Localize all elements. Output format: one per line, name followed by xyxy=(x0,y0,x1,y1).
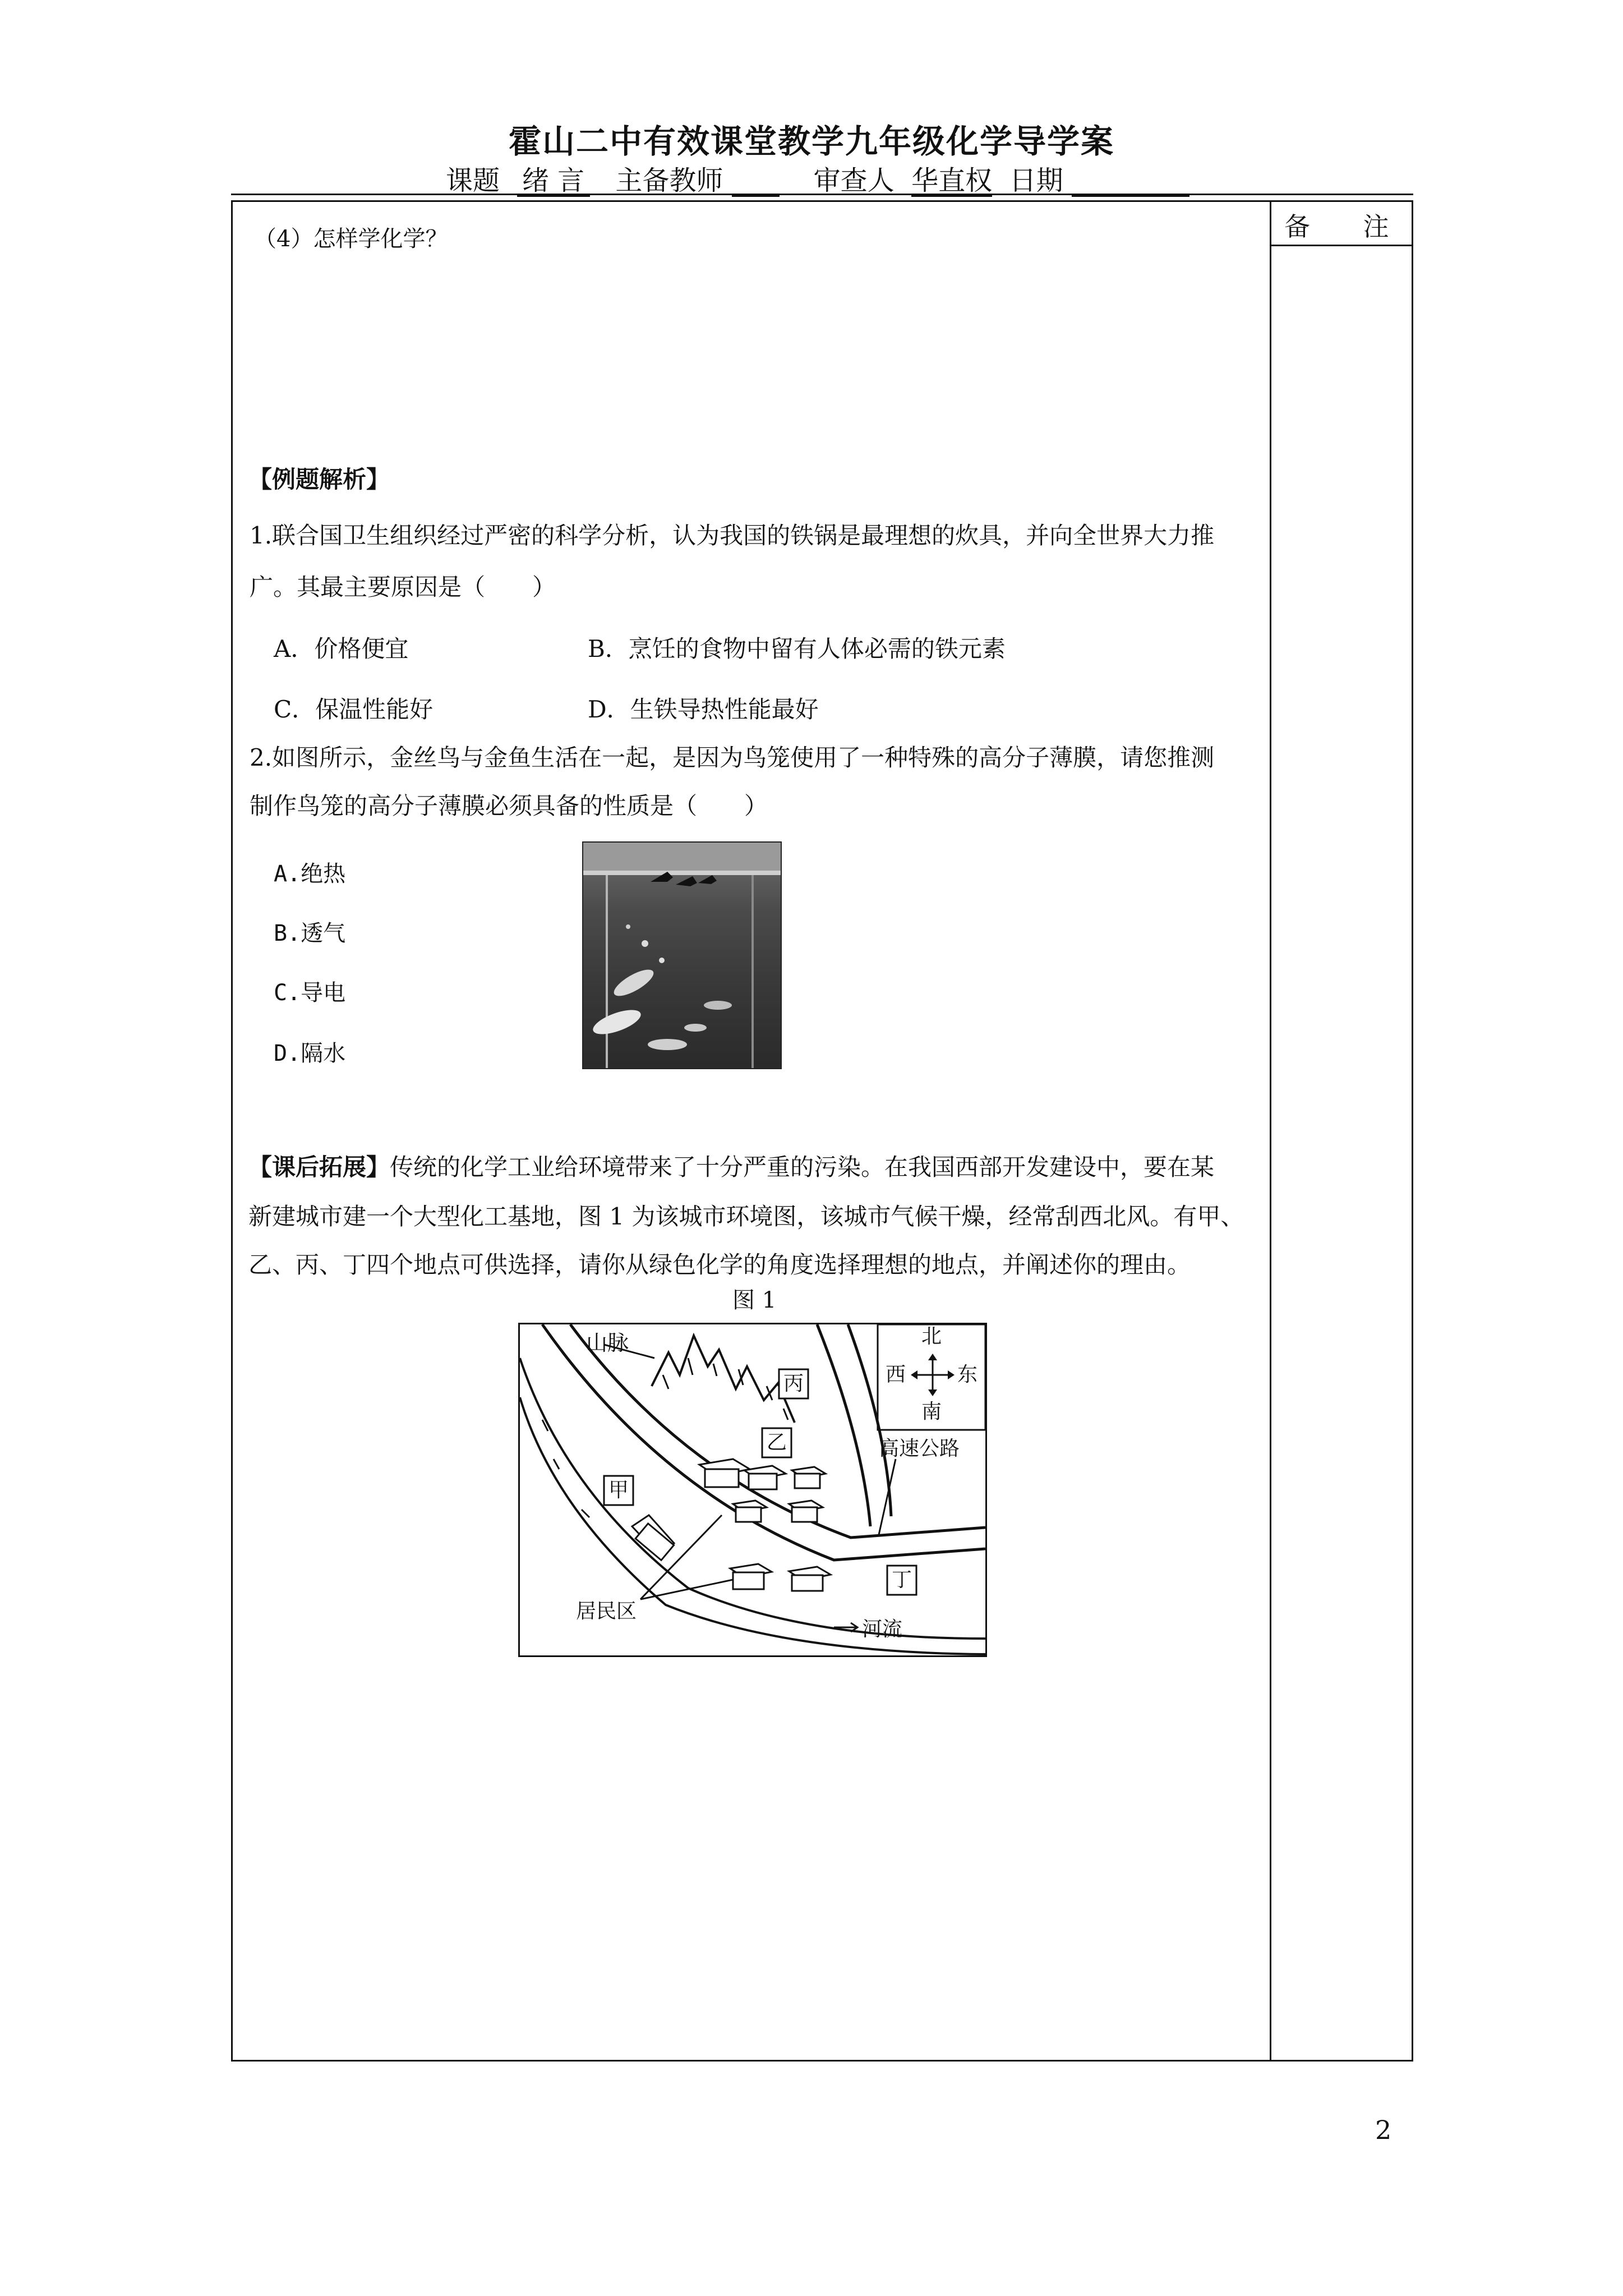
date-value xyxy=(1072,167,1189,197)
extension-line2: 新建城市建一个大型化工基地，图 1 为该城市环境图，该城市气候干燥，经常刮西北风。有甲、 xyxy=(248,1203,1244,1230)
reviewer-label: 审查人 xyxy=(813,165,895,196)
compass-west: 西 xyxy=(886,1363,906,1386)
teacher-label: 主备教师 xyxy=(615,165,723,196)
page-title: 霍山二中有效课堂教学九年级化学导学案 xyxy=(508,122,1114,160)
q1-option-c: C．保温性能好 xyxy=(274,696,434,723)
page-number: 2 xyxy=(1375,2115,1392,2145)
q1-option-d: D．生铁导热性能最好 xyxy=(588,696,819,723)
river-label: 河流 xyxy=(862,1617,903,1640)
header-info xyxy=(446,159,1189,197)
notes-column-header: 备 注 xyxy=(1284,211,1412,242)
residential-label: 居民区 xyxy=(576,1599,637,1622)
topic-value: 绪 言 xyxy=(517,167,590,197)
compass-north: 北 xyxy=(921,1324,942,1347)
content-table xyxy=(231,200,1413,2062)
q2-line2: 制作鸟笼的高分子薄膜必须具备的性质是（ ） xyxy=(250,792,768,820)
city-environment-map xyxy=(518,1323,987,1657)
question-4: （4）怎样学化学？ xyxy=(254,226,448,252)
header-rule xyxy=(231,194,1413,195)
topic-label: 课题 xyxy=(446,165,500,196)
site-ding: 丁 xyxy=(892,1568,912,1591)
notes-header-rule xyxy=(1270,245,1413,246)
extension-heading: 【课后拓展】 xyxy=(248,1153,390,1181)
teacher-value xyxy=(732,167,780,197)
q2-option-a: A.绝热 xyxy=(274,861,346,887)
q2-option-d: D.隔水 xyxy=(274,1041,346,1066)
q2-line1: 2.如图所示，金丝鸟与金鱼生活在一起，是因为鸟笼使用了一种特殊的高分子薄膜，请您推测 xyxy=(250,744,1215,771)
date-label: 日期 xyxy=(1009,165,1063,196)
notes-column-divider xyxy=(1270,200,1271,2062)
compass-south: 南 xyxy=(921,1400,942,1423)
reviewer-value: 华直权 xyxy=(911,165,993,196)
site-jia: 甲 xyxy=(608,1478,629,1501)
extension-line3: 乙、丙、丁四个地点可供选择，请你从绿色化学的角度选择理想的地点，并阐述你的理由。 xyxy=(248,1251,1191,1278)
figure-caption: 图 1 xyxy=(732,1287,777,1313)
map-mountain-label: 山脉 xyxy=(586,1332,629,1355)
q1-option-a: A．价格便宜 xyxy=(274,635,409,662)
compass-east: 东 xyxy=(957,1363,978,1386)
site-yi: 乙 xyxy=(767,1430,787,1453)
q1-line2: 广。其最主要原因是（ ） xyxy=(250,573,556,601)
q2-option-c: C.导电 xyxy=(274,980,346,1006)
site-bing: 丙 xyxy=(783,1372,804,1395)
q2-option-b: B.透气 xyxy=(274,921,346,946)
q1-line1: 1.联合国卫生组织经过严密的科学分析，认为我国的铁锅是最理想的炊具，并向全世界大力推 xyxy=(250,522,1215,549)
q1-option-b: B．烹饪的食物中留有人体必需的铁元素 xyxy=(588,635,1006,662)
extension-line1: 【课后拓展】传统的化学工业给环境带来了十分严重的污染。在我国西部开发建设中，要在某 xyxy=(248,1153,1215,1181)
examples-heading: 【例题解析】 xyxy=(248,466,390,493)
highway-label: 高速公路 xyxy=(879,1437,960,1460)
birdcage-fish-photo xyxy=(582,841,782,1069)
